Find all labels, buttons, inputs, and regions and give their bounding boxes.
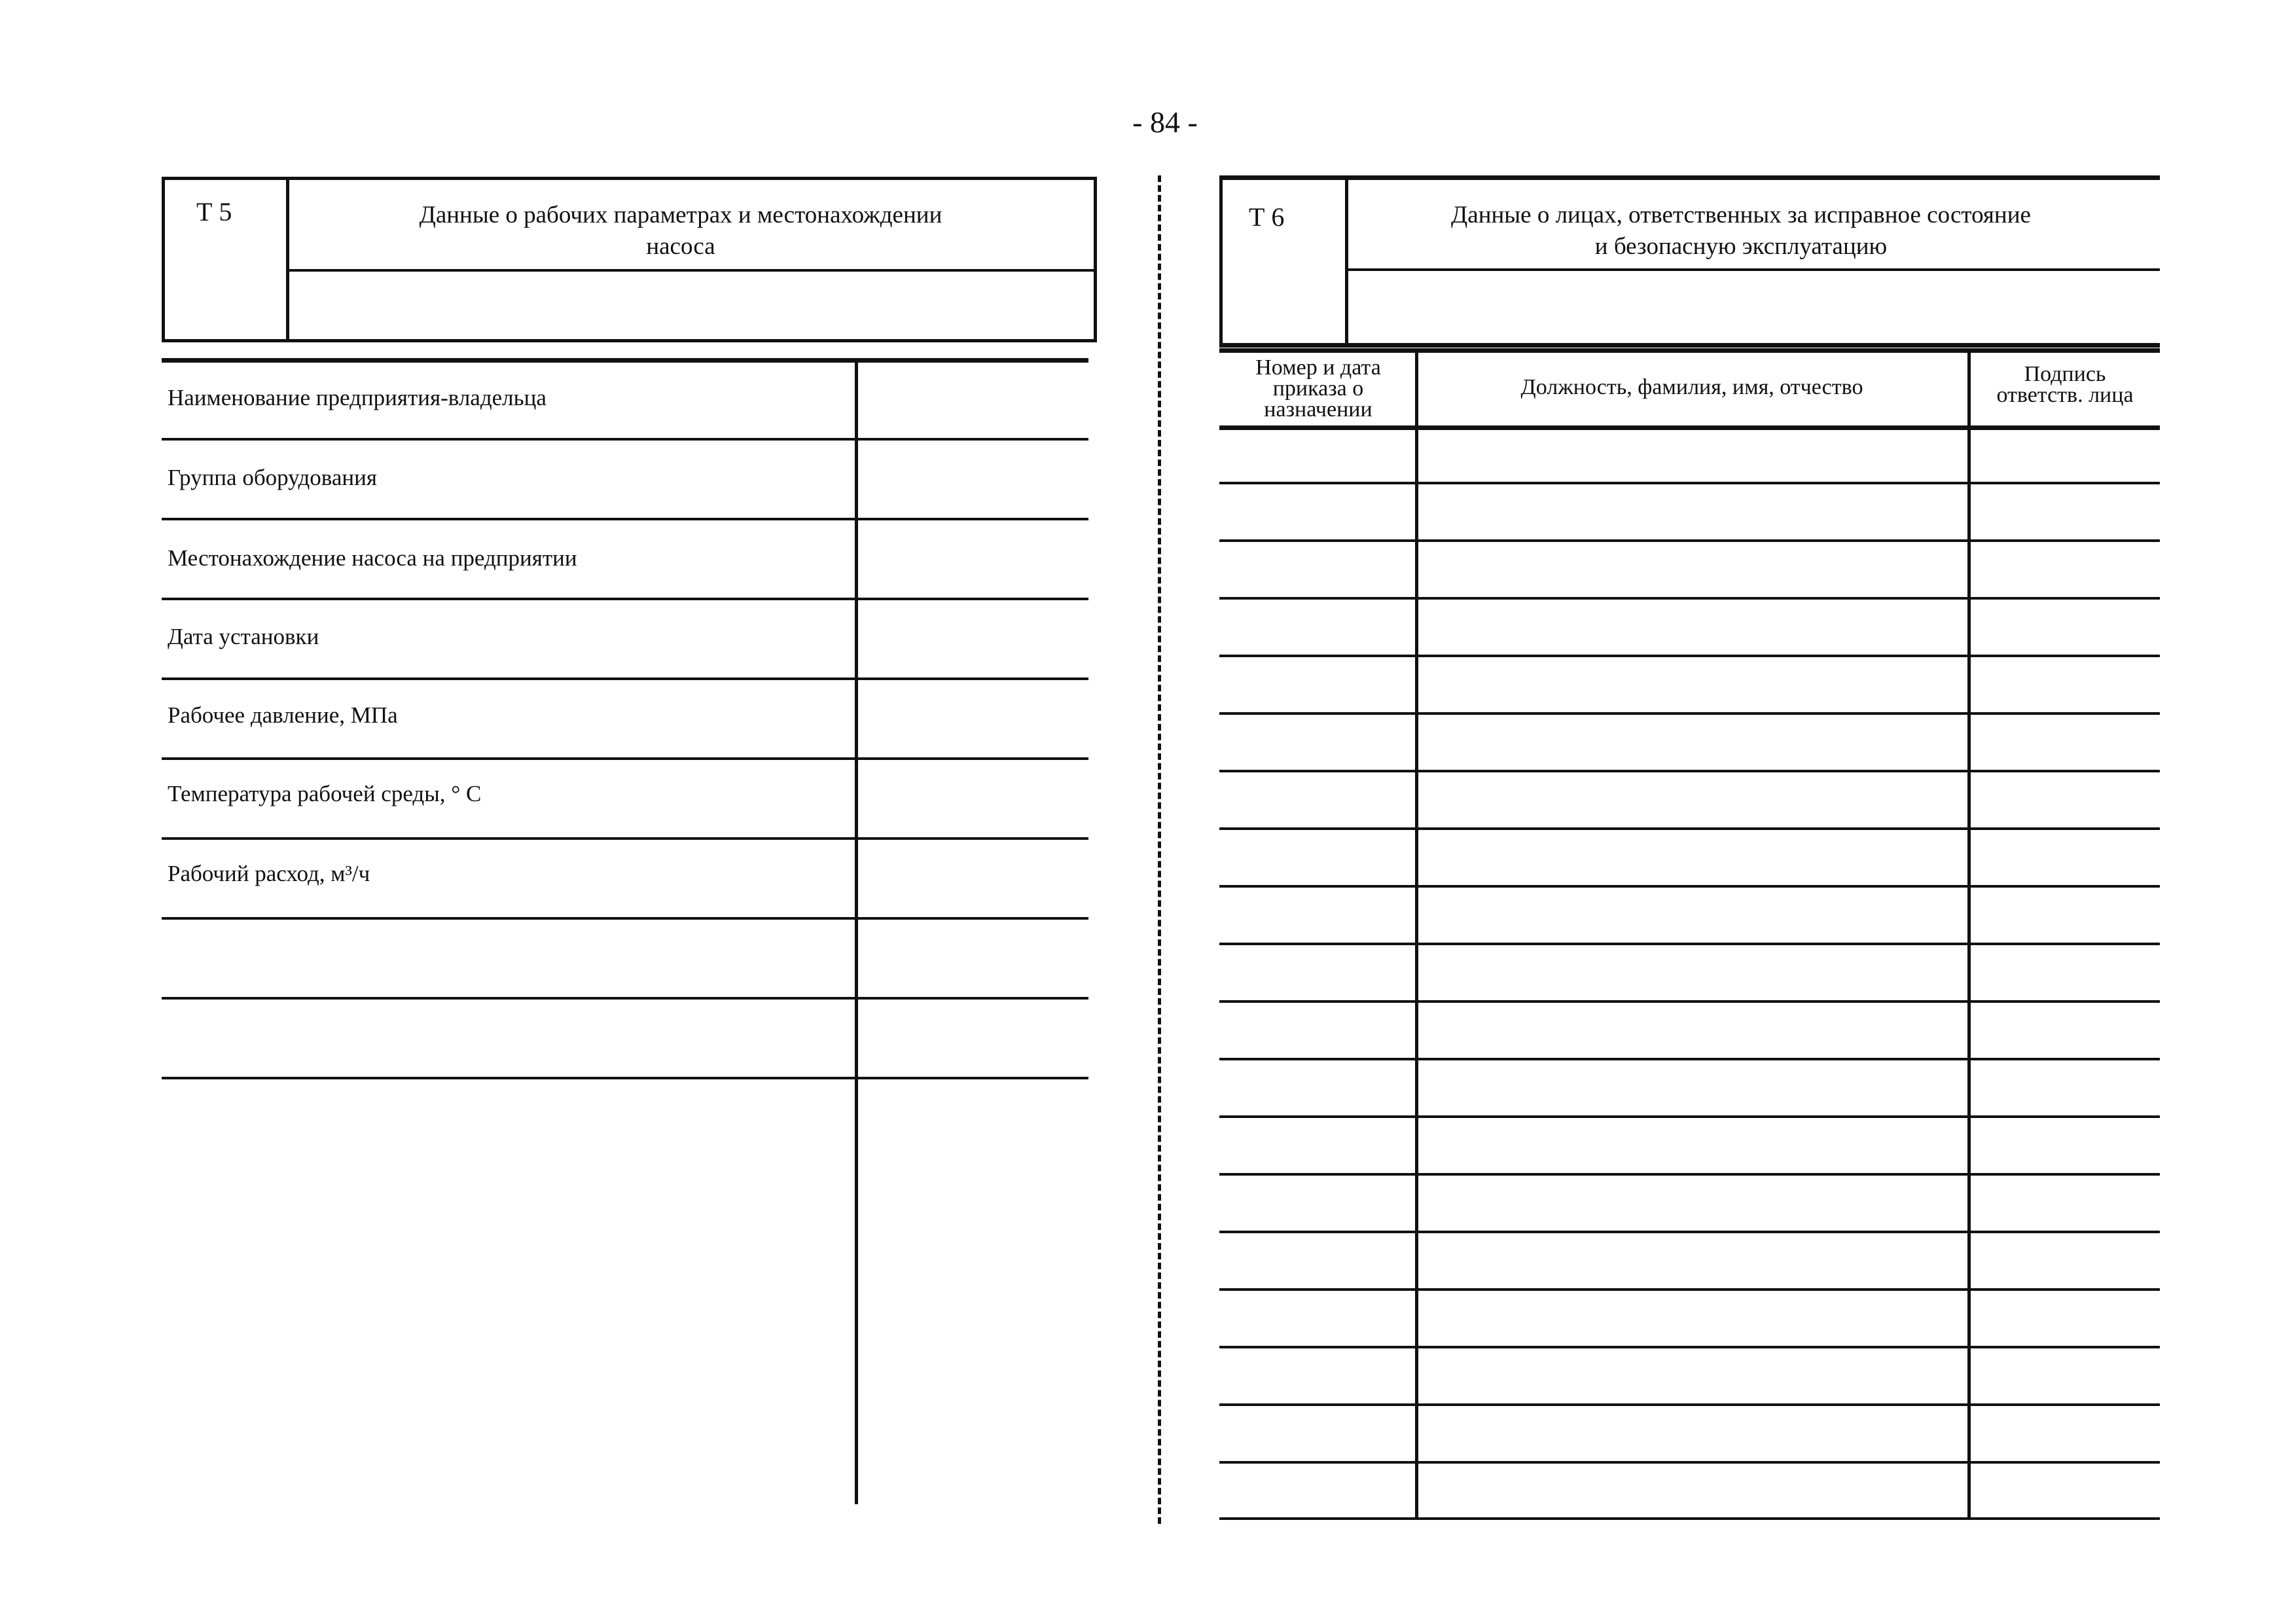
- t5-rule: [162, 1077, 1088, 1079]
- t6-row-rule: [1219, 1231, 2160, 1233]
- page-number: - 84 -: [1132, 105, 1198, 139]
- t6-row-rule: [1219, 1461, 2160, 1464]
- t5-row-equipment-group: Группа оборудования: [168, 465, 377, 490]
- t6-header-rule: [1345, 268, 2160, 271]
- t6-col-divider-1: [1415, 352, 1418, 1519]
- t6-col-divider-2: [1967, 352, 1971, 1519]
- t5-row-owner: Наименование предприятия-владельца: [168, 385, 547, 410]
- t6-col-order: [1221, 357, 1415, 420]
- t6-col-person: Должность, фамилия, имя, отчество: [1520, 375, 1863, 399]
- t6-col-signature: [1970, 364, 2160, 406]
- t5-value-divider: [855, 360, 858, 1504]
- t5-header-rule: [286, 269, 1097, 272]
- t6-row-rule: [1219, 885, 2160, 888]
- t6-title: [1361, 200, 2121, 262]
- t5-title: [327, 200, 1034, 262]
- t5-row-install-date: Дата установки: [168, 624, 319, 649]
- t6-row-rule: [1219, 1000, 2160, 1003]
- t5-row-location: Местонахождение насоса на предприятии: [168, 545, 577, 571]
- t5-rule: [162, 518, 1088, 520]
- t6-label: Т 6: [1249, 202, 1285, 232]
- t6-row-rule: [1219, 655, 2160, 657]
- t5-rule: [162, 677, 1088, 680]
- t5-rule-top: [162, 358, 1088, 363]
- t5-row-flow: Рабочий расход, м³/ч: [168, 861, 370, 886]
- t6-col-order-line3: назначении: [1264, 397, 1372, 422]
- t6-row-rule: [1219, 1173, 2160, 1176]
- t5-rule: [162, 997, 1088, 1000]
- t6-row-rule: [1219, 539, 2160, 542]
- t6-title-line1: Данные о лицах, ответственных за исправное состояние: [1451, 202, 2031, 228]
- t5-title-line1: Данные о рабочих параметрах и местонахождении: [419, 202, 942, 228]
- t6-row-rule: [1219, 712, 2160, 715]
- t6-col-order-line1: Номер и дата: [1255, 355, 1381, 380]
- t6-header-top: [1219, 175, 2160, 180]
- t6-header-divider: [1345, 177, 1348, 347]
- t5-header-divider: [286, 177, 289, 342]
- t6-row-rule: [1219, 770, 2160, 772]
- t6-col-signature-line1: Подпись: [2024, 364, 2106, 386]
- t5-rule: [162, 917, 1088, 920]
- t6-columns-top: [1219, 348, 2160, 353]
- t5-rule: [162, 757, 1088, 760]
- t5-rule: [162, 438, 1088, 441]
- t6-row-rule: [1219, 597, 2160, 600]
- t6-row-rule: [1219, 943, 2160, 945]
- t6-row-rule: [1219, 482, 2160, 484]
- center-separator: [1158, 175, 1161, 1524]
- t6-col-signature-line2: ответств. лица: [1996, 383, 2134, 406]
- t5-rule: [162, 837, 1088, 840]
- t5-title-line2: насоса: [646, 233, 715, 260]
- t6-row-rule: [1219, 827, 2160, 830]
- t5-label: Т 5: [196, 197, 232, 226]
- t5-row-pressure: Рабочее давление, МПа: [168, 702, 398, 728]
- t6-header-bottom: [1219, 343, 2160, 348]
- t6-row-rule-last: [1219, 1517, 2160, 1520]
- t5-rule: [162, 598, 1088, 600]
- t6-columns-bottom: [1219, 425, 2160, 430]
- t6-row-rule: [1219, 1288, 2160, 1291]
- t6-row-rule: [1219, 1115, 2160, 1118]
- t6-header-left: [1219, 177, 1223, 347]
- t6-row-rule: [1219, 1346, 2160, 1348]
- t6-row-rule: [1219, 1058, 2160, 1060]
- t6-col-order-line2: приказа о: [1272, 376, 1364, 401]
- t6-row-rule: [1219, 1403, 2160, 1406]
- t6-title-line2: и безопасную эксплуатацию: [1594, 233, 1888, 260]
- t5-row-temperature: Температура рабочей среды, ° С: [168, 781, 482, 806]
